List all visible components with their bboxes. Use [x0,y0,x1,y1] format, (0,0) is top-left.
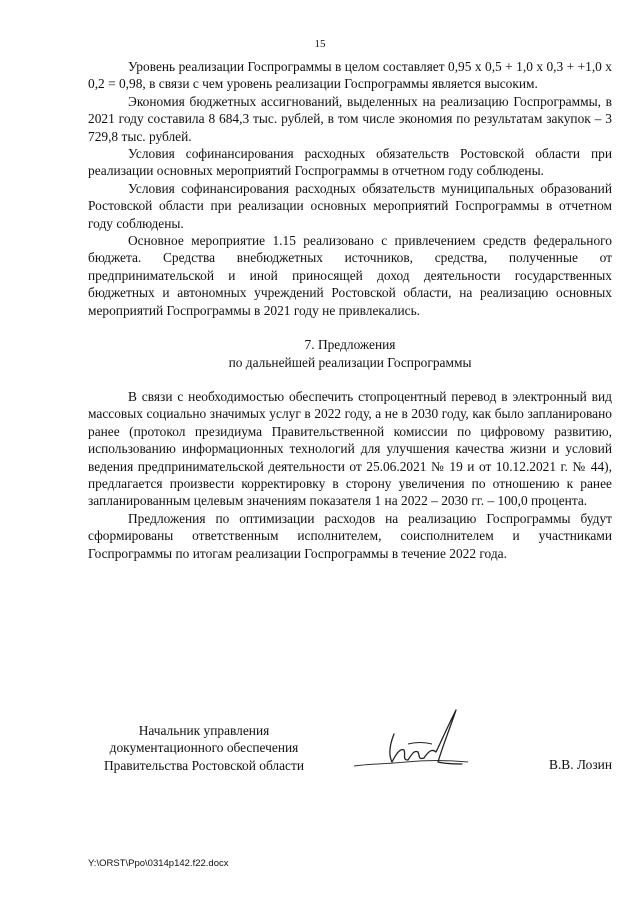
signatory-position [88,722,320,774]
paragraph-regional-cofinancing: Условия софинансирования расходных обязательств Ростовской области при реализации основных мероприятий Госпрограммы в отчетном году соблюдены. [88,146,612,179]
paragraph-digital-services: В связи с необходимостью обеспечить стопроцентный перевод в электронный вид массовых социально значимых услуг в 2022 году, а не в 2030 году, как было запланировано ранее (протокол президиума Правительственной комиссии по цифровому развитию, использованию информационных технологий для улучшения качества жизни и условий ведения предпринимательской деятельности от 25.06.2021 № 19 и от 10.12.2021 г. № 44), предлагается произвести корректировку в сторону увеличения по отношению к ранее запланированным целевым значениям показателя 1 на 2022 – 2030 гг. – 100,0 процента. [88,388,612,509]
signature-block [88,722,612,782]
file-path-footer: Y:\ORST\Ppo\0314p142.f22.docx [88,858,229,869]
document-body [88,58,612,562]
position-line-2: документационного обеспечения [109,740,299,756]
paragraph-budget-savings: Экономия бюджетных ассигнований, выделенных на реализацию Госпрограммы, в 2021 году составила 8 684,3 тыс. рублей, в том числе экономия по результатам закупок – 3 729,8 тыс. рублей. [88,93,612,144]
section-subtitle: по дальнейшей реализации Госпрограммы [228,354,472,370]
page-number: 15 [314,38,326,50]
paragraph-implementation-level: Уровень реализации Госпрограммы в целом составляет 0,95 x 0,5 + 1,0 x 0,3 + +1,0 x 0,2 = 0,98, в связи с чем уровень реализации Госпрограммы является высоким. [88,59,612,92]
signatory-name: В.В. Лозин [549,757,612,772]
paragraph-federal-funding: Основное мероприятие 1.15 реализовано с привлечением средств федерального бюджета. Средства внебюджетных источников, средства, полученные от предпринимательской и иной приносящей доход деятельности государственных бюджетных и автономных учреждений Ростовской области, на реализацию основных мероприятий Госпрограммы в 2021 году не привлекались. [88,233,612,318]
paragraph-optimization: Предложения по оптимизации расходов на реализацию Госпрограммы будут сформированы ответственным исполнителем, соисполнителем и участниками Госпрограммы по итогам реализации Госпрограммы в течение 2022 года. [88,510,612,561]
position-line-1: Начальник управления [138,723,270,738]
paragraph-municipal-cofinancing: Условия софинансирования расходных обязательств муниципальных образований Ростовской области при реализации основных мероприятий Госпрограммы в отчетном году соблюдены. [88,180,612,231]
position-line-3: Правительства Ростовской области [103,757,305,773]
section-heading [88,336,612,371]
section-title: 7. Предложения [304,337,396,353]
handwritten-signature [346,704,476,784]
